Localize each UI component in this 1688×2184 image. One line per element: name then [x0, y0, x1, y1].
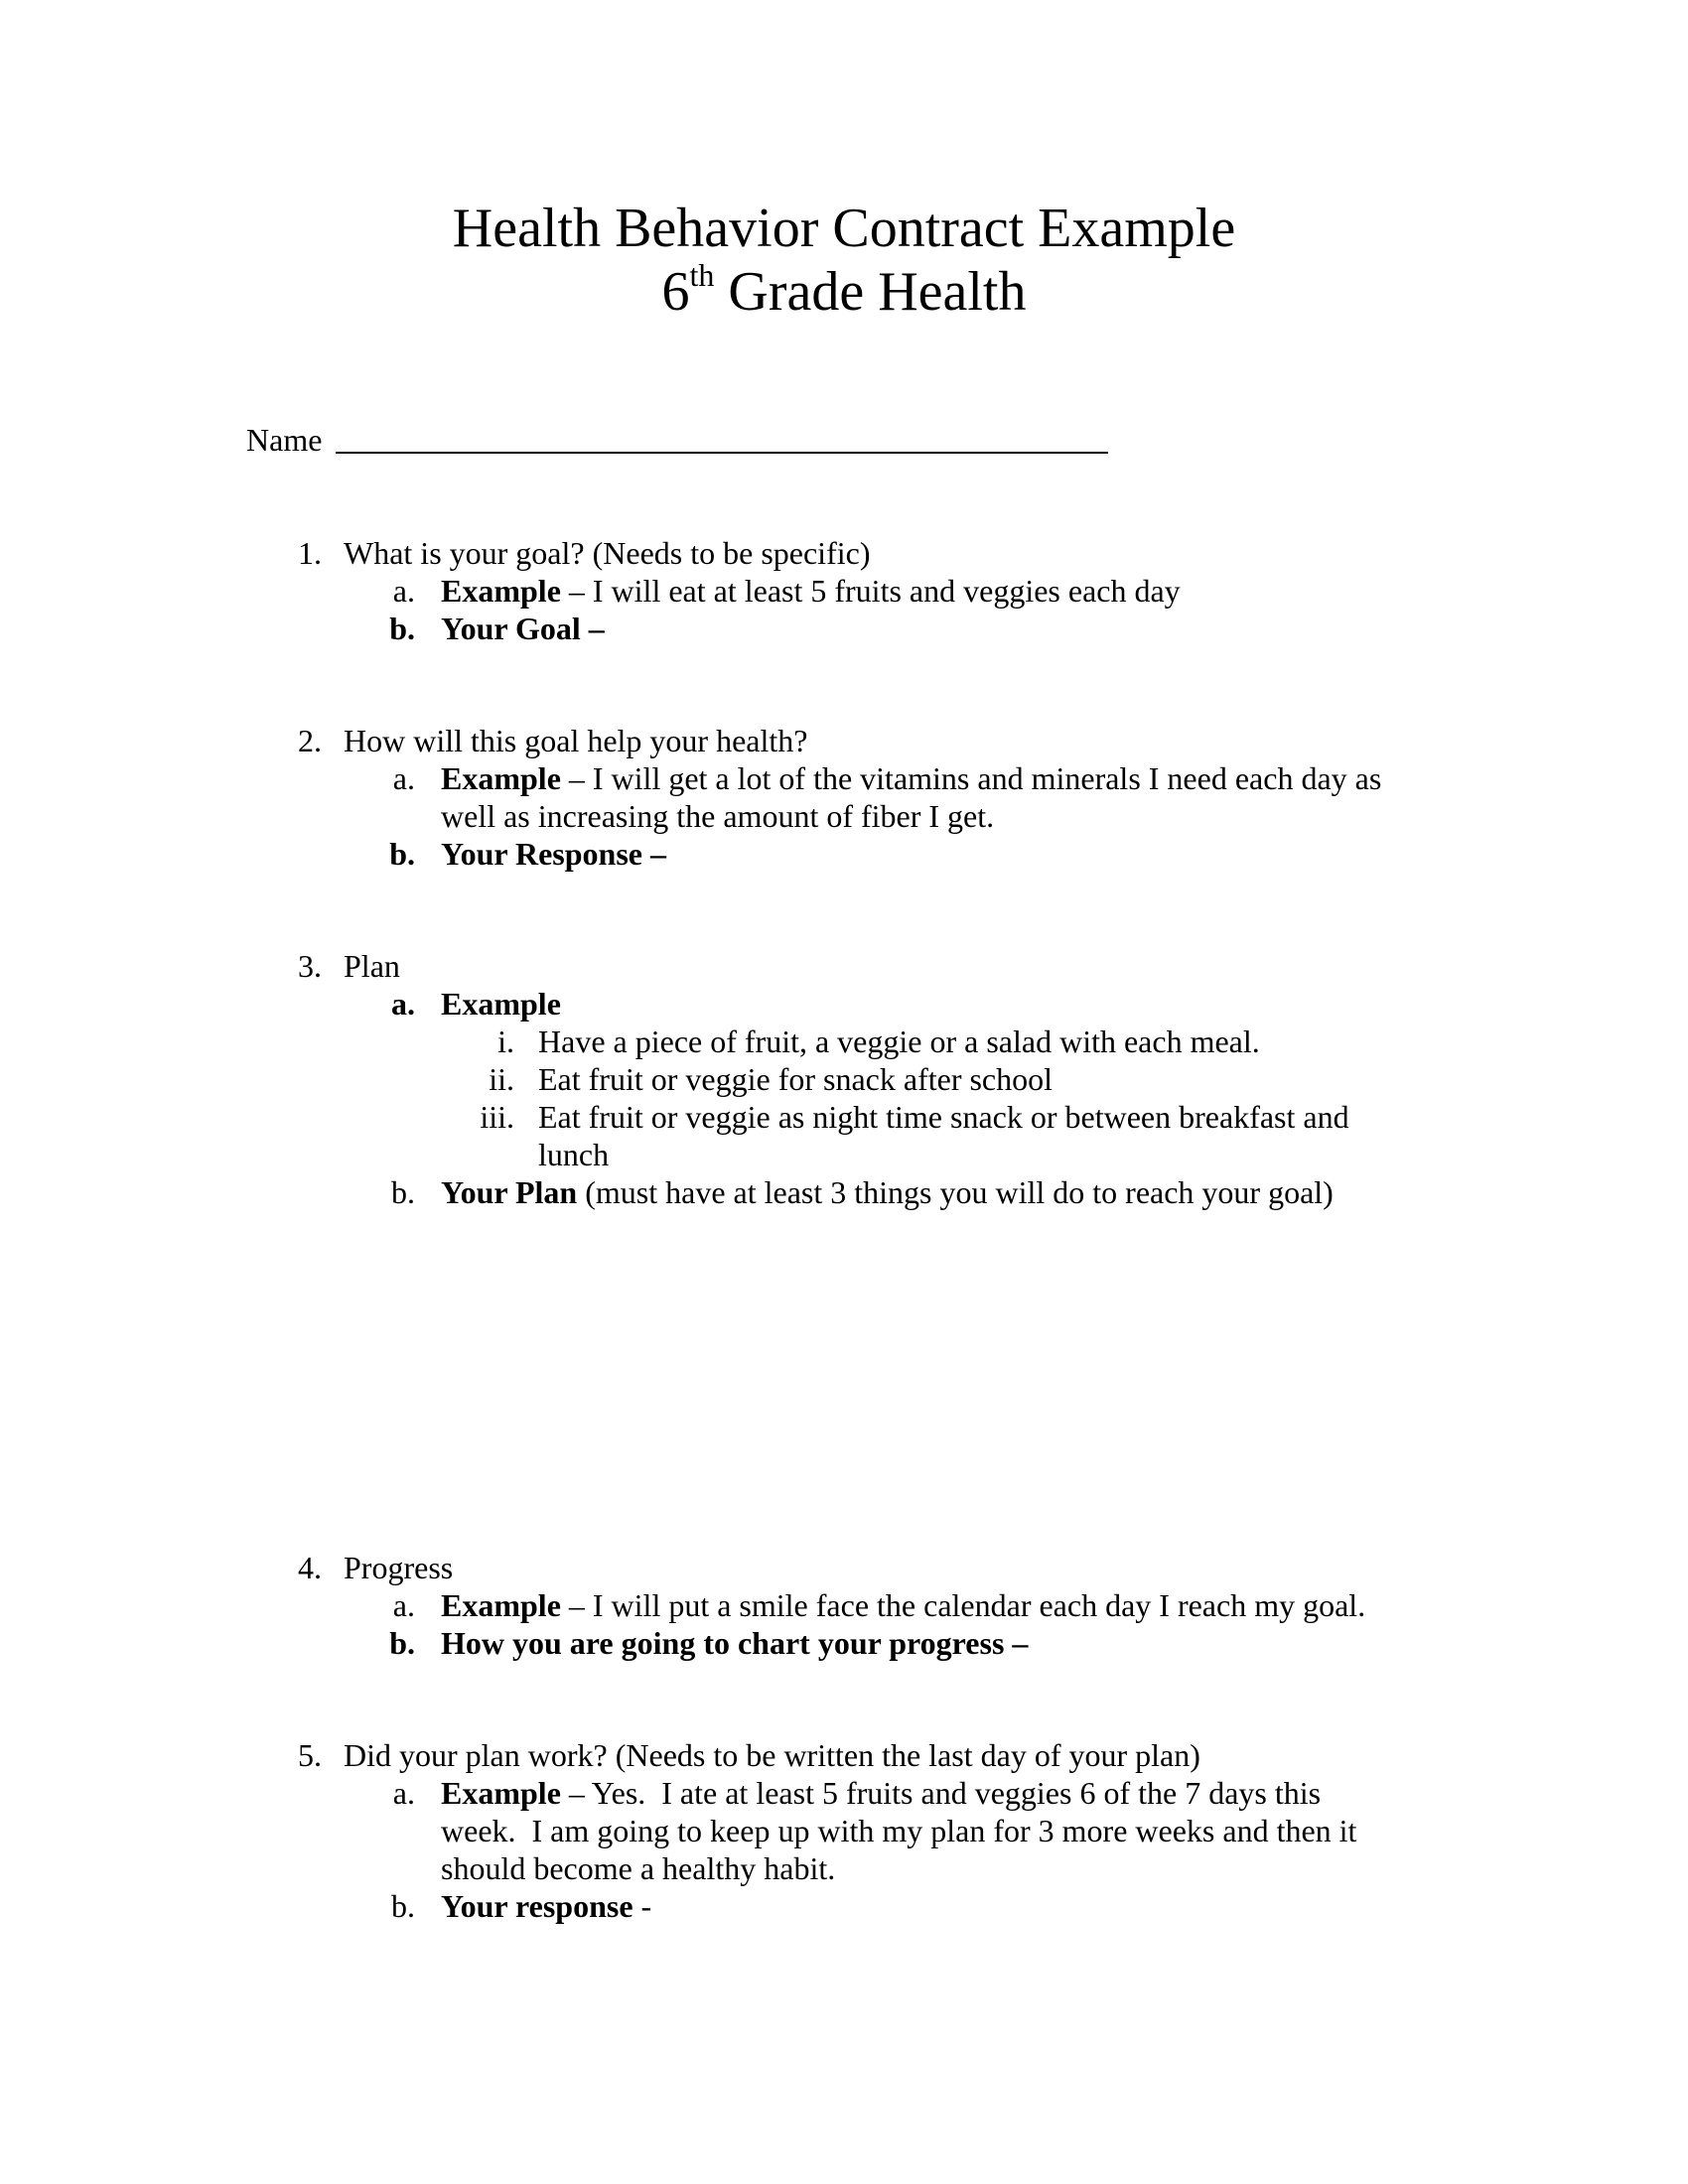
name-label: Name	[246, 422, 323, 458]
question-1-a-marker: a.	[392, 573, 415, 609]
question-1-example	[441, 572, 1181, 610]
question-2-number: 2.	[298, 723, 322, 758]
question-4-number: 4.	[298, 1550, 322, 1585]
plan-item-2-marker: ii.	[489, 1061, 514, 1097]
example-text: – I will eat at least 5 fruits and veggies each day	[560, 573, 1181, 609]
question-1-b-marker: b.	[389, 611, 415, 646]
question-3-a-marker: a.	[391, 986, 415, 1022]
example-label: Example	[441, 760, 561, 796]
question-5-your-response	[441, 1887, 651, 1925]
plan-item-1-marker: i.	[497, 1024, 514, 1059]
example-text: – I will put a smile face the calendar each day I reach my goal.	[560, 1587, 1366, 1623]
your-response-text: -	[633, 1888, 652, 1924]
question-3-number: 3.	[298, 948, 322, 984]
question-5-a-marker: a.	[392, 1775, 415, 1811]
question-3-your-plan	[441, 1173, 1334, 1211]
example-label: Example	[441, 1775, 561, 1811]
name-field-line[interactable]	[336, 452, 1108, 454]
question-1-number: 1.	[298, 535, 322, 571]
question-4-chart-progress: How you are going to chart your progress –	[441, 1625, 1029, 1661]
question-5-text: Did your plan work? (Needs to be written the last day of your plan)	[344, 1737, 1200, 1773]
plan-item-3-marker: iii.	[480, 1099, 514, 1135]
question-5-example-cont-1: week. I am going to keep up with my plan for 3 more weeks and then it	[441, 1813, 1357, 1848]
question-3-b-marker: b.	[391, 1174, 415, 1210]
question-1-your-goal: Your Goal –	[441, 611, 605, 646]
question-5-example-cont-2: should become a healthy habit.	[441, 1850, 836, 1886]
your-plan-text: (must have at least 3 things you will do to reach your goal)	[577, 1174, 1334, 1210]
question-5-example	[441, 1774, 1321, 1812]
question-1-text: What is your goal? (Needs to be specific)	[344, 535, 871, 571]
question-5-b-marker: b.	[391, 1888, 415, 1924]
question-2-your-response: Your Response –	[441, 836, 666, 872]
question-4-example	[441, 1586, 1365, 1624]
your-plan-label: Your Plan	[441, 1174, 578, 1210]
example-text: – Yes. I ate at least 5 fruits and veggies 6 of the 7 days this	[560, 1775, 1322, 1811]
example-label: Example	[441, 1587, 561, 1623]
plan-item-3-text: Eat fruit or veggie as night time snack or between breakfast and	[538, 1099, 1349, 1135]
question-2-b-marker: b.	[389, 836, 415, 872]
question-2-text: How will this goal help your health?	[344, 723, 808, 758]
plan-item-3-text-cont: lunch	[538, 1137, 610, 1172]
question-5-number: 5.	[298, 1737, 322, 1773]
question-2-example	[441, 759, 1381, 797]
question-3-example-label: Example	[441, 986, 561, 1022]
question-4-a-marker: a.	[392, 1587, 415, 1623]
grade-suffix: th	[689, 257, 715, 293]
grade-number: 6	[661, 261, 690, 323]
question-3-text: Plan	[344, 948, 400, 984]
page-title: Health Behavior Contract Example	[452, 198, 1236, 259]
example-text: – I will get a lot of the vitamins and minerals I need each day as	[560, 760, 1382, 796]
question-2-example-cont: well as increasing the amount of fiber I get.	[441, 798, 995, 834]
plan-item-1-text: Have a piece of fruit, a veggie or a salad with each meal.	[538, 1024, 1260, 1059]
plan-item-2-text: Eat fruit or veggie for snack after school	[538, 1061, 1054, 1097]
example-label: Example	[441, 573, 561, 609]
question-4-b-marker: b.	[389, 1625, 415, 1661]
question-2-a-marker: a.	[392, 760, 415, 796]
question-4-text: Progress	[344, 1550, 454, 1585]
your-response-label: Your response	[441, 1888, 633, 1924]
grade-subject: Grade Health	[714, 261, 1027, 323]
page-subtitle	[0, 257, 1688, 324]
